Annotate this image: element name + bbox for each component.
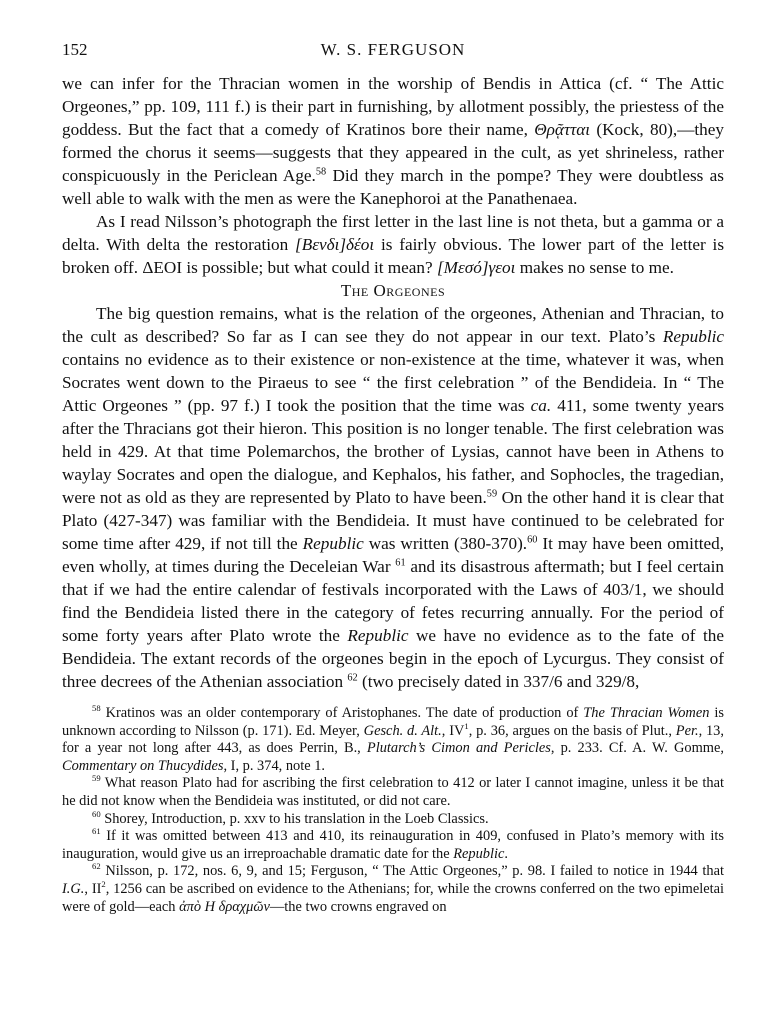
greek-term: ἀπὸ Η δραχμῶν	[179, 898, 270, 915]
page-number: 152	[62, 40, 88, 59]
greek-term: Θρᾷτται	[534, 120, 591, 139]
work-title: The Thracian Women	[583, 705, 710, 721]
page	[62, 40, 724, 916]
footnote-ref-58[interactable]: 58	[315, 166, 327, 178]
greek-term: [Βενδι]δέοι	[295, 235, 375, 254]
footnote-number: 59	[92, 773, 101, 784]
paragraph-3: The big question remains, what is the relation of the orgeones, Athenian and Thracian, to the cult as described? So far as I can see they do not appear in our text. Plato’s Republic contains no evidence as to their existence or non-existence at the time, whatever it was, when Socrates went down to the Piraeus to see “ the first celebration ” of the Bendideia. In “ The Attic Orgeones ” (pp. 97 f.) I took the position that the time was ca. 411, some twenty years after the Thracians got their hieron. This position is no longer tenable. The first celebration was held in 429. At that time Polemarchos, the brother of Lysias, cannot have been in Athens to waylay Socrates and open the dialogue, and Kephalos, his father, and Sophocles, the tragedian, were not as old as they are represented by Plato to have been.$^{59}$ On the other hand it is clear that Plato (427-347) was familiar with the Bendideia. It must have continued to be celebrated for some time after 429, if not till the Republic was written (380-370).$^{60}$ It may have been omitted, even wholly, at times during the Deceleian War $^{61}$ and its disastrous aftermath; but I feel certain that if we had the entire calendar of festivals incorporated with the Laws of 403/1, we should find the Bendideia listed there in the category of fetes recurring annually. For the period of some forty years after Plato wrote the Republic we have no evidence as to the fate of the Bendideia. The extant records of the orgeones begin in the epoch of Lycurgus. They consist of three decrees of the Athenian association $^{62}$ (two precisely dated in 337/6 and 329/8,	[62, 304, 725, 691]
abbreviation: ca.	[530, 396, 552, 415]
section-heading: The Orgeones	[340, 281, 446, 300]
footnote-number: 62	[92, 861, 101, 872]
footnote-ref-60[interactable]: 60	[527, 534, 538, 546]
greek-term: ΔΕΟΙ	[142, 258, 183, 277]
running-head	[62, 40, 724, 62]
footnote-ref-61[interactable]: 61	[395, 557, 406, 569]
footnote-ref-59[interactable]: 59	[486, 488, 498, 500]
body-text	[62, 72, 724, 693]
paragraph-2: As I read Nilsson’s photograph the first letter in the last line is not theta, but a gamma or a delta. With delta the restoration [Βενδι]δέοι is fairly obvious. The lower part of the letter is broken off. ΔΕΟΙ is possible; but what could it mean? [Μεσό]γεοι makes no sense to me.	[62, 212, 725, 277]
footnote-number: 61	[92, 826, 101, 837]
running-title: W. S. FERGUSON	[320, 40, 466, 59]
footnotes	[62, 705, 724, 916]
footnote-59: $^{59}$ What reason Plato had for ascribing the first celebration to 412 or later I cannot imagine, unless it be that he did not know when the Bendideia was instituted, or did not care.	[62, 773, 725, 809]
edition-number: 2	[101, 879, 106, 890]
edition-number: 1	[464, 720, 469, 731]
paragraph-1: we can infer for the Thracian women in the worship of Bendis in Attica (cf. “ The Attic Orgeones,” pp. 109, 111 f.) is their part in furnishing, by allotment possibly, the priestess of the goddess. But the fact that a comedy of Kratinos bore their name, Θρᾷτται (Kock, 80),—they formed the chorus it seems—suggests that they appeared in the cult, as yet shrineless, rather conspicuously in the Periclean Age.$^{58}$ Did they march in the pompe? They were doubtless as well able to walk with the men as were the Kanephoroi at the Panathenaea.	[62, 74, 724, 208]
greek-term: [Μεσό]γεοι	[436, 258, 516, 277]
work-title: Commentary on Thucydides	[62, 757, 224, 774]
work-title: Plutarch’s Cimon and Pericles	[366, 740, 551, 757]
work-title: I.G.	[62, 880, 85, 897]
work-title: Republic	[302, 534, 364, 553]
footnote-62: $^{62}$ Nilsson, p. 172, nos. 6, 9, and 15; Ferguson, “ The Attic Orgeones,” p. 98. I failed to notice in 1944 that I.G., $II^2$, 1256 can be ascribed on evidence to the Athenians; for, while the crowns conferred on the two epimeletai were of gold—each ἀπὸ Η δραχμῶν—the two crowns engraved on	[62, 861, 725, 915]
footnote-60: $^{60}$ Shorey, Introduction, p. xxv to his translation in the Loeb Classics.	[92, 808, 489, 827]
work-title: Republic	[453, 845, 505, 862]
footnote-61: $^{61}$ If it was omitted between 413 and 410, its reinauguration in 409, confused in Plato’s memory with its inauguration, would give us an irreproachable dramatic date for the Republic.	[62, 826, 724, 862]
work-title: Republic	[662, 327, 725, 346]
footnote-number: 58	[92, 703, 101, 714]
work-title: Republic	[347, 626, 409, 645]
work-title: Per.	[675, 722, 699, 739]
footnote-number: 60	[92, 808, 101, 819]
footnote-ref-62[interactable]: 62	[347, 672, 358, 684]
work-title: Gesch. d. Alt.	[363, 722, 442, 739]
footnote-58: $^{58}$ Kratinos was an older contemporary of Aristophanes. The date of production of The Thracian Women is unknown according to Nilsson (p. 171). Ed. Meyer, Gesch. d. Alt., $IV^1$, p. 36, argues on the basis of Plut., Per., 13, for a year not long after 443, as does Perrin, B., Plutarch’s Cimon and Pericles, p. 233. Cf. A. W. Gomme, Commentary on Thucydides, I, p. 374, note 1.	[62, 703, 724, 774]
